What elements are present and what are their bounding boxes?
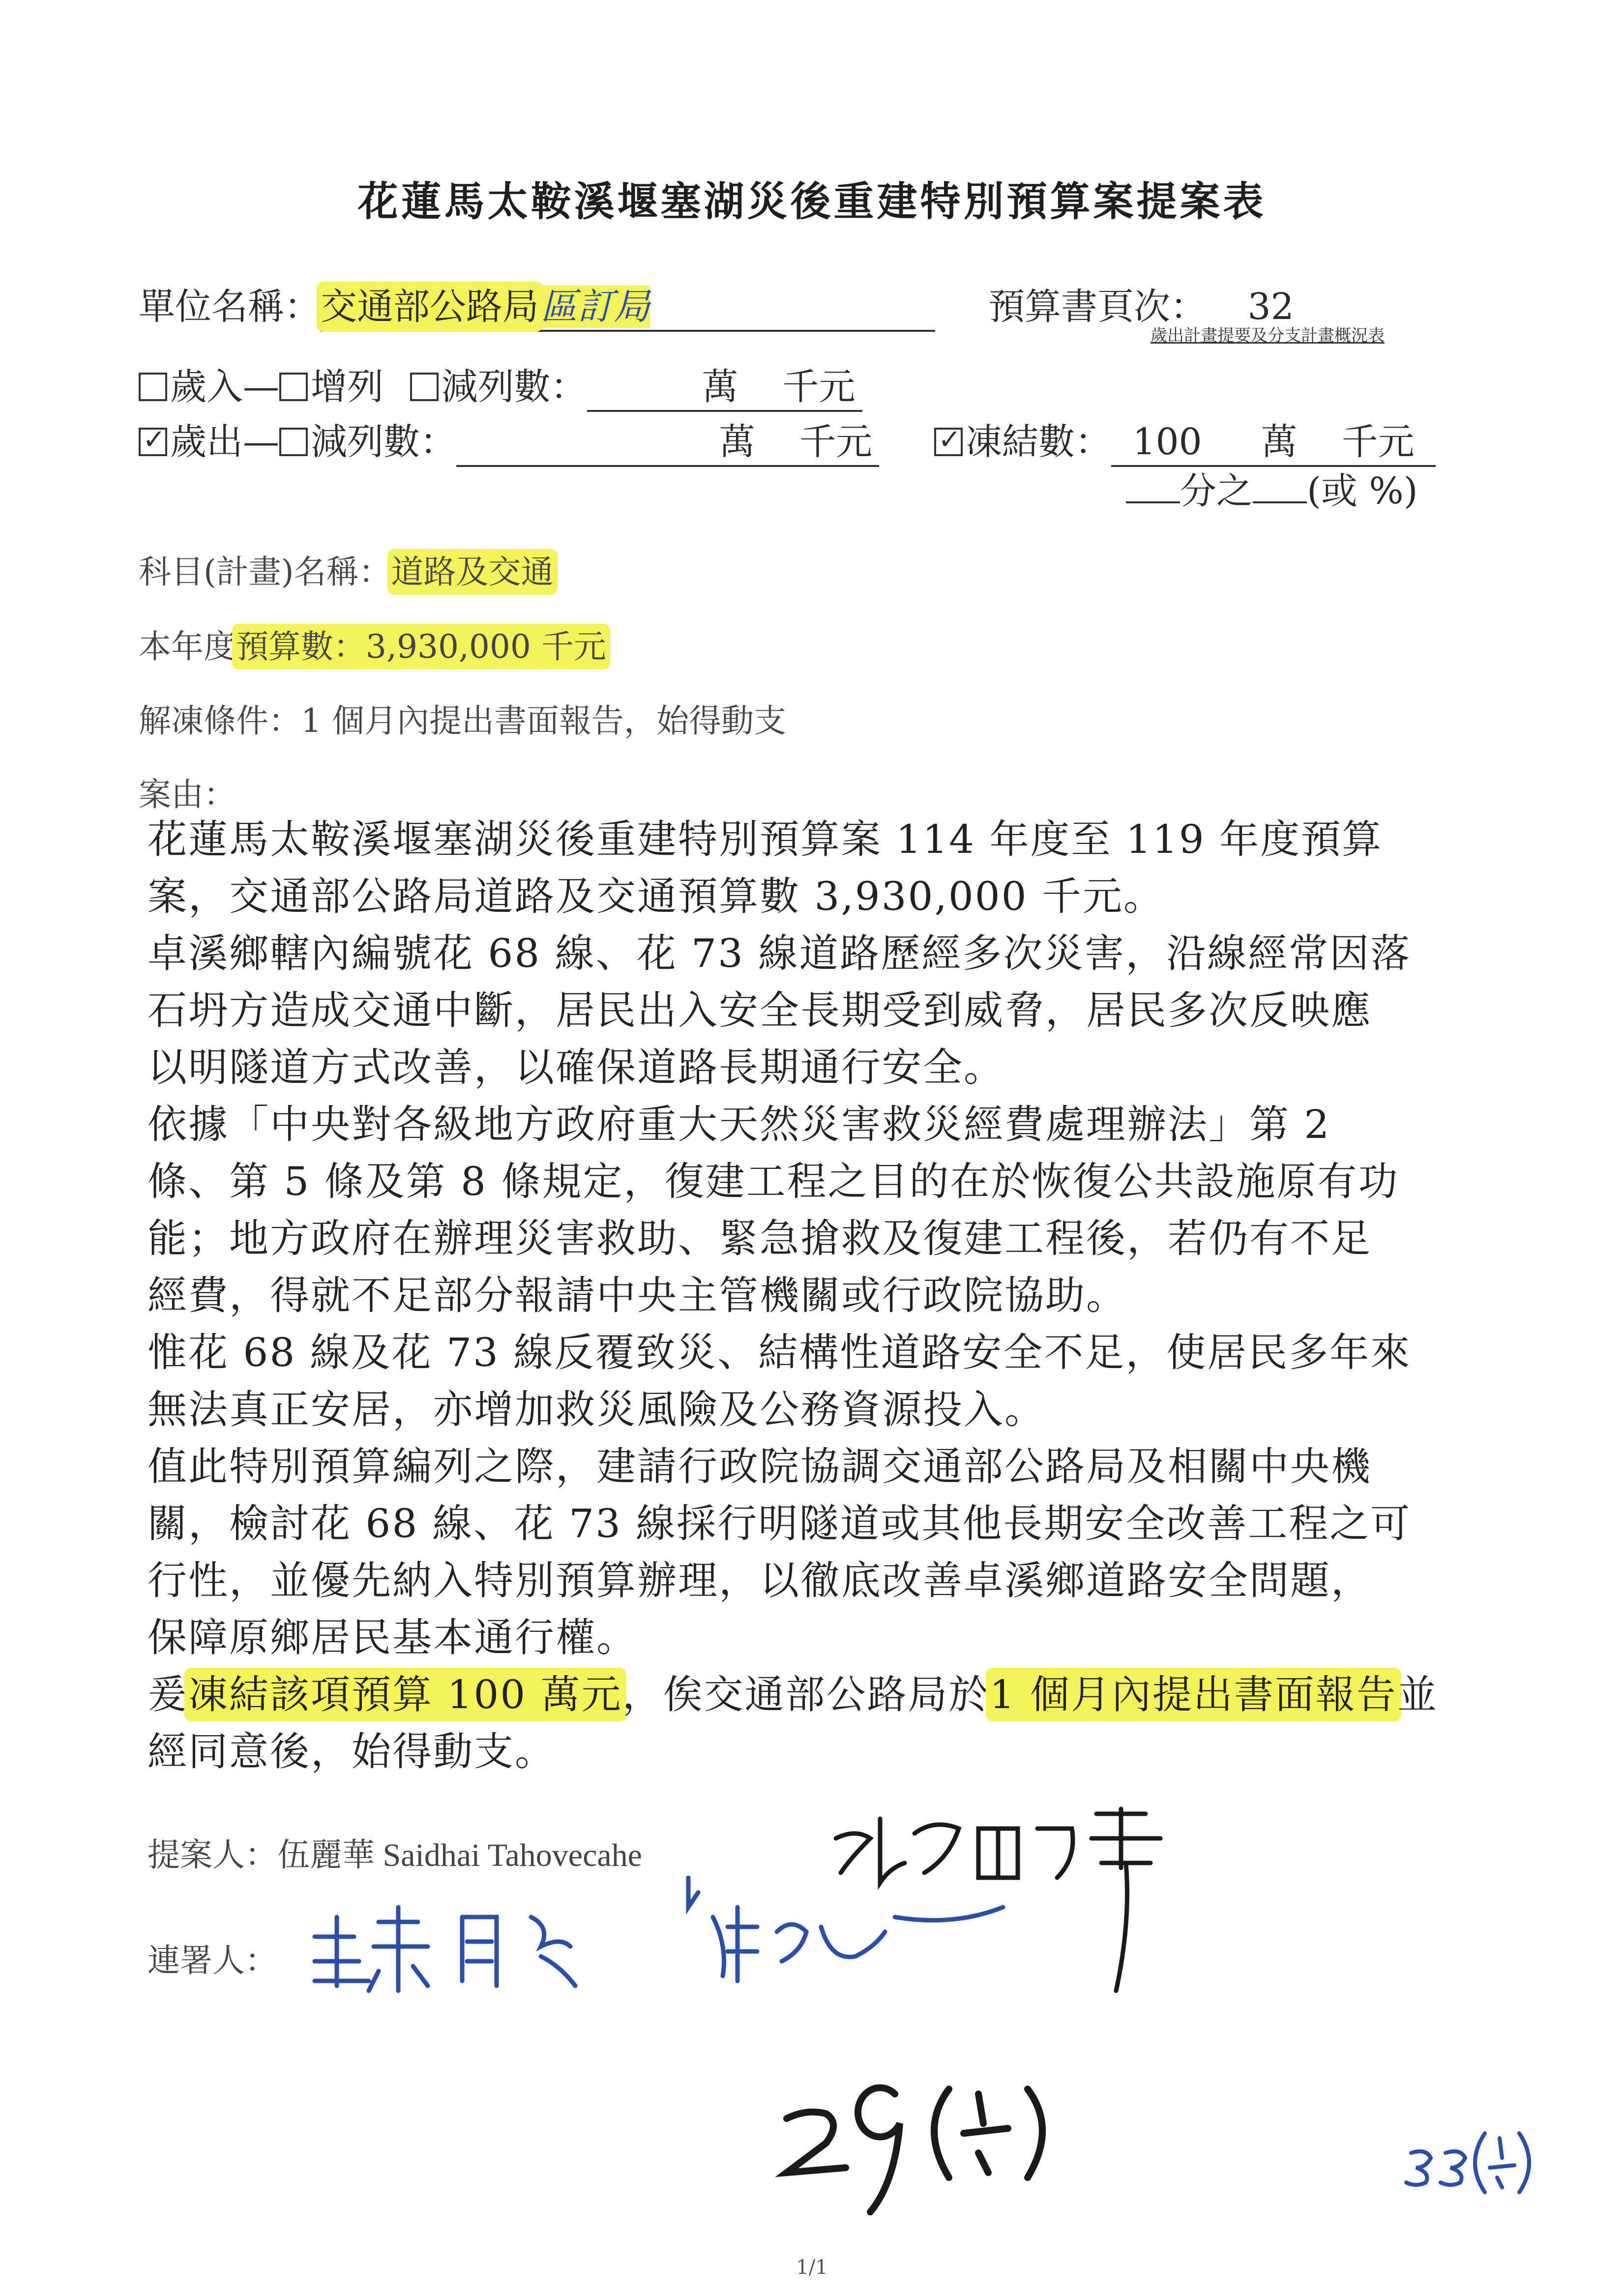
cosigner-signature xyxy=(315,1878,1003,1991)
revenue-decrease-label: 減列數： xyxy=(441,366,587,408)
ratio-suffix: (或 %) xyxy=(1307,470,1418,512)
reason-label: 案由： xyxy=(139,776,236,814)
reason-line: 行性，並優先納入特別預算辦理，以徹底改善卓溪鄉道路安全問題， xyxy=(148,1558,1372,1603)
highlight-report: 1 個月內提出書面報告 xyxy=(989,1672,1397,1717)
handwritten-mark-29 xyxy=(787,2089,1042,2187)
revenue-qian: 千元 xyxy=(782,366,856,408)
budget-page-value: 32 xyxy=(1247,286,1294,328)
reason-line: 惟花 68 線及花 73 線反覆致災、結構性道路安全不足，使居民多年來 xyxy=(148,1330,1412,1375)
reason-line: 值此特別預算編列之際，建請行政院協調交通部公路局及相關中央機 xyxy=(148,1444,1372,1489)
page-title: 花蓮馬太鞍溪堰塞湖災後重建特別預算案提案表 xyxy=(357,178,1267,225)
freeze-label: 凍結數： xyxy=(966,421,1111,463)
budget-page-label: 預算書頁次： xyxy=(988,286,1207,328)
proposer-signature xyxy=(836,1809,1160,1991)
freeze-wan: 萬 xyxy=(1261,421,1298,463)
page-number: 1/1 xyxy=(796,2256,828,2279)
reason-line: 依據「中央對各級地方政府重大天然災害救災經費處理辦法」第 2 xyxy=(148,1102,1331,1147)
expenditure-qian: 千元 xyxy=(799,421,872,463)
freeze-qian: 千元 xyxy=(1341,421,1415,463)
reason-line: 花蓮馬太鞍溪堰塞湖災後重建特別預算案 114 年度至 119 年度預算 xyxy=(148,816,1383,862)
handwritten-unit-suffix: 區訂局 xyxy=(541,286,650,328)
unit-name-value: 交通部公路局 xyxy=(321,286,539,328)
reason-line: 關，檢討花 68 線、花 73 線採行明隧道或其他長期安全改善工程之可 xyxy=(148,1501,1412,1546)
reason-line: 無法真正安居，亦增加救災風險及公務資源投入。 xyxy=(148,1387,1045,1432)
unit-name-label: 單位名稱： xyxy=(139,286,321,328)
revenue-wan: 萬 xyxy=(702,366,738,408)
handwritten-mark-33 xyxy=(1406,2133,1534,2197)
reason-line: 案，交通部公路局道路及交通預算數 3,930,000 千元。 xyxy=(148,873,1165,919)
final-line-1: 爰凍結該項預算 100 萬元，俟交通部公路局於1 個月內提出書面報告並 xyxy=(148,1672,1438,1717)
expenditure-wan: 萬 xyxy=(719,421,755,463)
year-budget-label: 本年度 xyxy=(139,628,236,666)
budget-page-note: 歲出計畫提要及分支計畫概況表 xyxy=(1151,326,1385,346)
subject-label: 科目(計畫)名稱： xyxy=(139,553,391,591)
increase-label: 增列 xyxy=(311,366,384,408)
highlight-freeze: 凍結該項預算 100 萬元 xyxy=(188,1672,622,1717)
expenditure-decrease-label: 減列數： xyxy=(311,421,456,463)
revenue-label: 歲入— xyxy=(170,366,279,408)
reason-line: 經費，得就不足部分報請中央主管機關或行政院協助。 xyxy=(148,1273,1127,1318)
subject-value: 道路及交通 xyxy=(391,553,554,591)
reason-line: 保障原鄉居民基本通行權。 xyxy=(148,1615,637,1660)
reason-line: 以明隧道方式改善，以確保道路長期通行安全。 xyxy=(148,1045,1004,1090)
year-budget-value: 預算數：3,930,000 千元 xyxy=(236,628,606,666)
expenditure-label: 歲出— xyxy=(170,421,279,463)
reason-line: 條、第 5 條及第 8 條規定，復建工程之目的在於恢復公共設施原有功 xyxy=(148,1159,1399,1204)
reason-line: 能；地方政府在辦理災害救助、緊急搶救及復建工程後，若仍有不足 xyxy=(148,1216,1372,1261)
reason-line: 卓溪鄉轄內編號花 68 線、花 73 線道路歷經多次災害，沿線經常因落 xyxy=(148,930,1412,976)
ratio-text: 分之 xyxy=(1180,470,1253,512)
proposer-label: 提案人： xyxy=(148,1836,277,1874)
cosigner-label: 連署人： xyxy=(148,1942,277,1979)
proposer-value: 伍麗華 Saidhai Tahovecahe xyxy=(277,1837,642,1873)
final-line-2: 經同意後，始得動支。 xyxy=(148,1729,556,1774)
freeze-value: 100 xyxy=(1132,421,1202,463)
reason-line: 石坍方造成交通中斷，居民出入安全長期受到威脅，居民多次反映應 xyxy=(148,988,1372,1033)
release-condition: 解凍條件：1 個月內提出書面報告，始得動支 xyxy=(139,702,786,740)
